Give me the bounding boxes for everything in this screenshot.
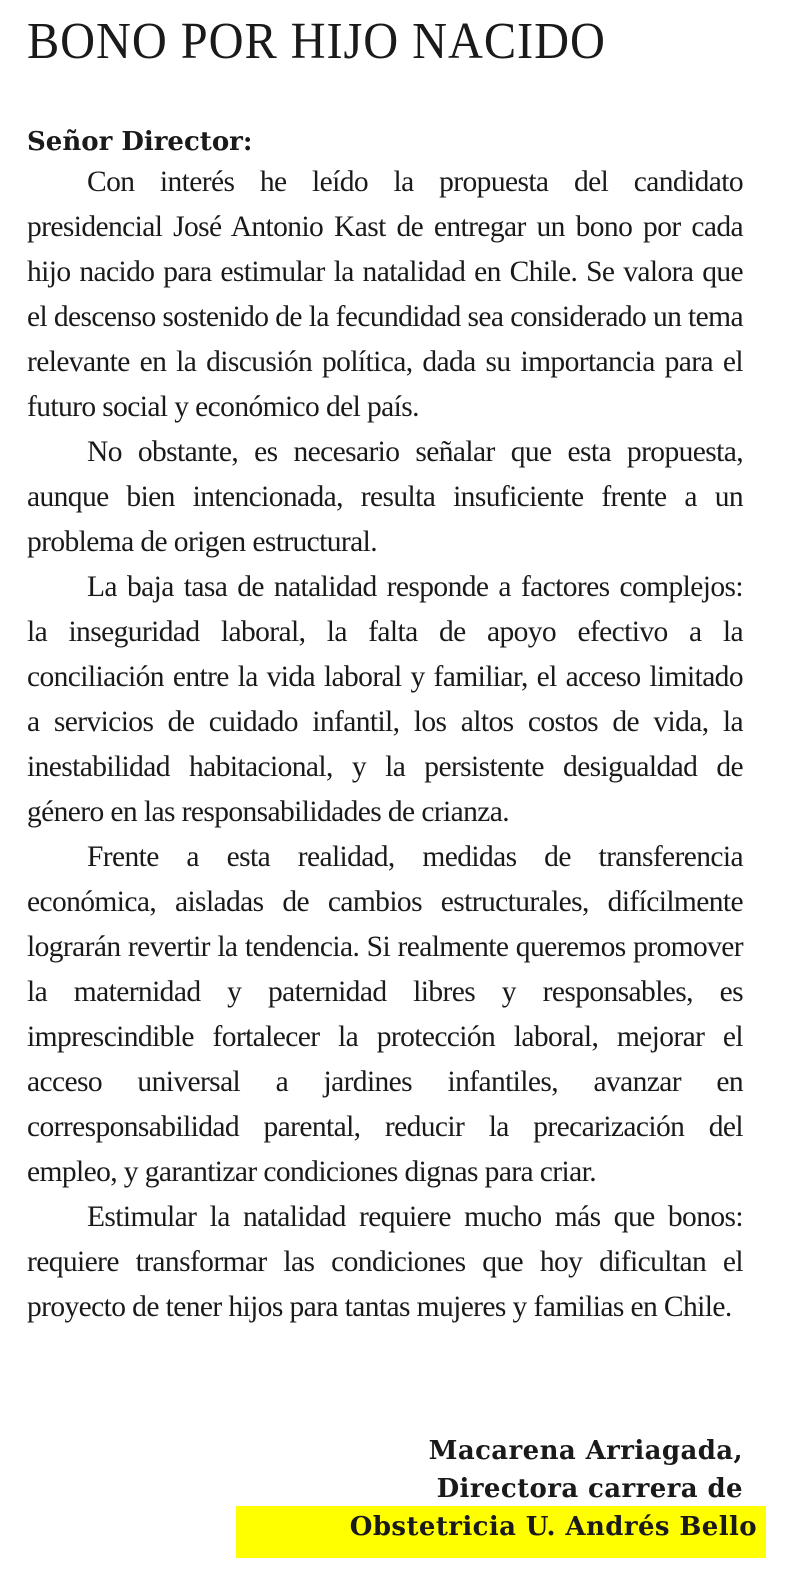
- paragraph-1: Con interés he leído la propuesta del candidato presidencial José Antonio Kast de entregar un bono por cada hijo nacido para estimular la natalidad en Chile. Se valora que el descenso sostenido de la fecundidad sea considerado un tema relevante en la discusión política, dada su importancia para el futuro social y económico del país.: [27, 166, 743, 423]
- paragraph-4: Frente a esta realidad, medidas de transferencia económica, aisladas de cambios estructurales, difícilmente lograrán revertir la tendencia. Si realmente queremos promover la maternidad y paternidad libres y responsables, es imprescindible fortalecer la protección laboral, mejorar el acceso universal a jardines infantiles, avanzar en corresponsabilidad parental, reducir la precarización del empleo, y garantizar condiciones dignas para criar.: [27, 841, 743, 1188]
- paragraph-5: Estimular la natalidad requiere mucho más que bonos: requiere transformar las condiciones que hoy dificultan el proyecto de tener hijos para tantas mujeres y familias en Chile.: [27, 1201, 743, 1323]
- letter-body: [27, 160, 743, 1330]
- signature-role: Directora carrera de: [436, 1474, 743, 1504]
- signature-block: [336, 1432, 757, 1546]
- letter-column: [27, 0, 743, 1330]
- signature-institution: Obstetricia U. Andrés Bello: [349, 1512, 757, 1542]
- signature-name: Macarena Arriagada,: [428, 1436, 743, 1466]
- salutation: Señor Director:: [27, 127, 253, 157]
- paragraph-2: No obstante, es necesario señalar que esta propuesta, aunque bien intencionada, resulta insuficiente frente a un problema de origen estructural.: [27, 436, 743, 558]
- paragraph-3: La baja tasa de natalidad responde a factores complejos: la inseguridad laboral, la falta de apoyo efectivo a la conciliación entre la vida laboral y familiar, el acceso limitado a servicios de cuidado infantil, los altos costos de vida, la inestabilidad habitacional, y la persistente desigualdad de género en las responsabilidades de crianza.: [27, 571, 743, 828]
- headline: BONO POR HIJO NACIDO: [27, 13, 606, 70]
